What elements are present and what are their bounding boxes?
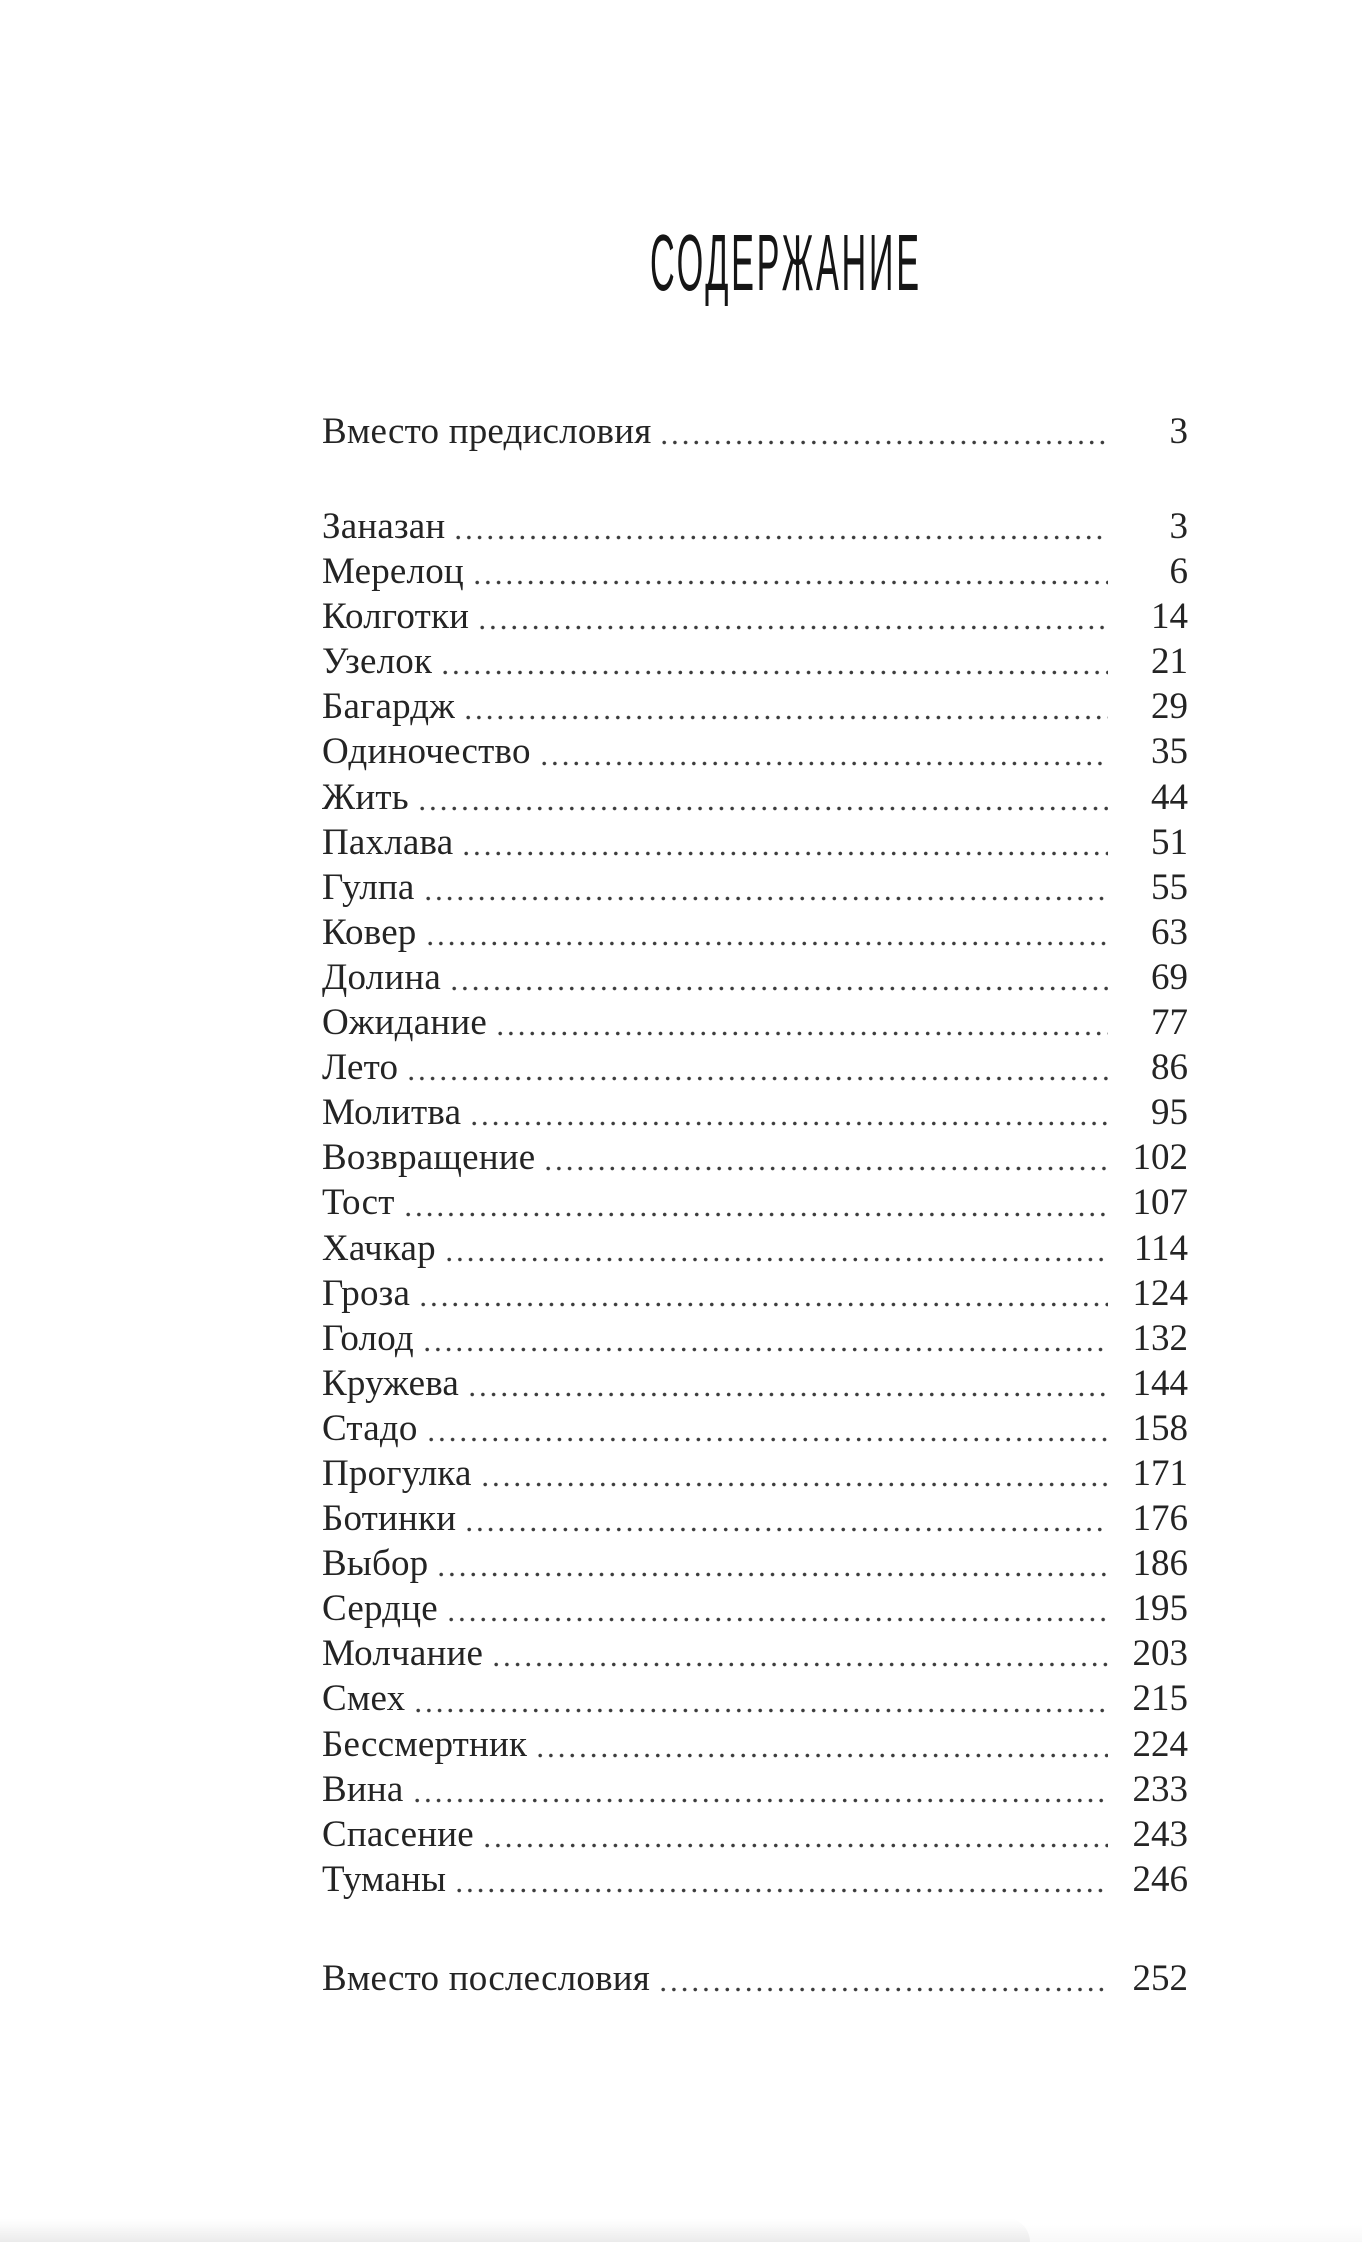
dot-leader	[415, 1798, 1108, 1803]
toc-afterword-block	[322, 1956, 1188, 2001]
toc-entry	[322, 1812, 1188, 1857]
chapter-title: Кружева	[322, 1362, 460, 1404]
dot-leader	[538, 1753, 1108, 1758]
chapter-title: Вина	[322, 1768, 404, 1810]
toc-entry	[322, 549, 1188, 594]
dot-leader	[661, 1987, 1108, 1992]
chapter-page-number: 252	[1132, 1958, 1188, 1999]
toc-entry	[322, 1496, 1188, 1541]
dot-leader	[452, 986, 1108, 991]
chapter-title: Сердце	[322, 1588, 438, 1630]
chapter-title: Бессмертник	[322, 1723, 528, 1765]
chapter-page-number: 114	[1133, 1227, 1188, 1269]
toc-entry-afterword	[322, 1956, 1188, 2001]
toc-preface-block	[322, 409, 1188, 454]
dot-leader	[447, 1257, 1108, 1262]
dot-leader	[416, 1708, 1108, 1713]
toc-entry	[322, 1226, 1188, 1271]
dot-leader	[485, 1843, 1108, 1848]
chapter-title: Лето	[322, 1047, 399, 1089]
chapter-title: Стадо	[322, 1407, 418, 1449]
dot-leader	[464, 851, 1108, 856]
dot-leader	[546, 1166, 1108, 1171]
chapter-title: Багардж	[322, 686, 456, 728]
dot-leader	[426, 896, 1108, 901]
dot-leader	[494, 1662, 1108, 1667]
toc-entry	[322, 1676, 1188, 1721]
chapter-title: Мерелоц	[322, 551, 464, 593]
chapter-page-number: 77	[1151, 1002, 1188, 1044]
dot-leader	[662, 440, 1108, 445]
chapter-page-number: 171	[1132, 1452, 1188, 1494]
toc-entry	[322, 1586, 1188, 1631]
dot-leader	[406, 1212, 1108, 1217]
toc-entry	[322, 594, 1188, 639]
chapter-page-number: 203	[1132, 1633, 1188, 1675]
chapter-page-number: 95	[1151, 1092, 1188, 1134]
chapter-title: Молитва	[322, 1092, 462, 1134]
chapter-title: Выбор	[322, 1543, 429, 1585]
toc-entry	[322, 1722, 1188, 1767]
toc-entry	[322, 1180, 1188, 1225]
chapter-title: Прогулка	[322, 1452, 472, 1494]
dot-leader	[467, 1527, 1108, 1532]
dot-leader	[439, 1572, 1108, 1577]
chapter-title: Долина	[322, 956, 441, 998]
chapter-title: Туманы	[322, 1858, 447, 1900]
dot-leader	[542, 761, 1108, 766]
chapter-page-number: 158	[1132, 1407, 1188, 1449]
toc-entry	[322, 1316, 1188, 1361]
toc-entry	[322, 729, 1188, 774]
chapter-title: Гулпа	[322, 866, 415, 908]
chapter-page-number: 102	[1132, 1137, 1188, 1179]
chapter-title: Заназан	[322, 506, 446, 547]
chapter-page-number: 44	[1151, 776, 1188, 818]
toc-entry	[322, 1361, 1188, 1406]
chapter-title: Гроза	[322, 1272, 411, 1314]
chapter-page-number: 246	[1132, 1858, 1188, 1900]
chapter-page-number: 243	[1132, 1813, 1188, 1855]
dot-leader	[457, 1888, 1108, 1893]
toc-chapter-list	[322, 504, 1188, 1902]
dot-leader	[472, 1121, 1108, 1126]
chapter-title: Вместо предисловия	[322, 411, 652, 452]
toc-entry	[322, 1767, 1188, 1812]
dot-leader	[483, 1482, 1108, 1487]
chapter-page-number: 195	[1132, 1588, 1188, 1630]
chapter-title: Тост	[322, 1182, 395, 1224]
dot-leader	[498, 1031, 1108, 1036]
dot-leader	[421, 1302, 1108, 1307]
chapter-page-number: 3	[1169, 411, 1188, 452]
chapter-page-number: 107	[1132, 1182, 1188, 1224]
chapter-page-number: 21	[1151, 641, 1188, 683]
toc-entry	[322, 639, 1188, 684]
toc-entry	[322, 1271, 1188, 1316]
dot-leader	[443, 670, 1108, 675]
toc-entry	[322, 1090, 1188, 1135]
chapter-title: Возвращение	[322, 1137, 536, 1179]
toc-entry	[322, 820, 1188, 865]
dot-leader	[425, 1347, 1108, 1352]
chapter-title: Колготки	[322, 596, 470, 638]
chapter-page-number: 6	[1169, 551, 1188, 593]
chapter-page-number: 3	[1169, 506, 1188, 547]
chapter-page-number: 215	[1132, 1678, 1188, 1720]
toc-entry	[322, 910, 1188, 955]
toc-entry	[322, 1451, 1188, 1496]
dot-leader	[466, 715, 1108, 720]
chapter-title: Хачкар	[322, 1227, 436, 1269]
toc-entry	[322, 1857, 1188, 1902]
dot-leader	[409, 1076, 1108, 1081]
dot-leader	[420, 806, 1108, 811]
toc-entry	[322, 1135, 1188, 1180]
chapter-title: Спасение	[322, 1813, 474, 1855]
chapter-page-number: 14	[1151, 596, 1188, 638]
chapter-title: Ботинки	[322, 1498, 457, 1540]
chapter-title: Узелок	[322, 641, 433, 683]
chapter-page-number: 176	[1132, 1498, 1188, 1540]
chapter-title: Одиночество	[322, 731, 531, 773]
chapter-page-number: 124	[1132, 1272, 1188, 1314]
chapter-title: Ожидание	[322, 1002, 487, 1044]
toc-entry	[322, 1000, 1188, 1045]
page-title: СОДЕРЖАНИЕ	[650, 218, 922, 308]
chapter-page-number: 51	[1151, 821, 1188, 863]
chapter-title: Ковер	[322, 911, 417, 953]
chapter-page-number: 63	[1151, 911, 1188, 953]
dot-leader	[429, 1437, 1108, 1442]
dot-leader	[449, 1617, 1108, 1622]
toc-entry	[322, 775, 1188, 820]
chapter-page-number: 186	[1132, 1543, 1188, 1585]
chapter-title: Вместо послесловия	[322, 1958, 651, 1999]
toc-entry	[322, 684, 1188, 729]
toc-entry	[322, 1045, 1188, 1090]
chapter-title: Жить	[322, 776, 409, 818]
chapter-page-number: 29	[1151, 686, 1188, 728]
page-title-wrap	[0, 218, 1362, 308]
chapter-title: Молчание	[322, 1633, 484, 1675]
chapter-page-number: 55	[1151, 866, 1188, 908]
dot-leader	[456, 535, 1108, 540]
toc-entry	[322, 1541, 1188, 1586]
toc-entry	[322, 504, 1188, 549]
chapter-page-number: 69	[1151, 956, 1188, 998]
chapter-page-number: 144	[1132, 1362, 1188, 1404]
dot-leader	[428, 941, 1108, 946]
toc-entry	[322, 1631, 1188, 1676]
dot-leader	[470, 1392, 1108, 1397]
page-edge-shadow	[0, 2218, 1030, 2242]
toc-entry	[322, 1406, 1188, 1451]
chapter-page-number: 35	[1151, 731, 1188, 773]
chapter-page-number: 224	[1132, 1723, 1188, 1765]
toc-entry	[322, 955, 1188, 1000]
chapter-title: Смех	[322, 1678, 406, 1720]
chapter-page-number: 86	[1151, 1047, 1188, 1089]
chapter-title: Голод	[322, 1317, 414, 1359]
toc-entry-preface	[322, 409, 1188, 454]
dot-leader	[475, 580, 1108, 585]
chapter-title: Пахлава	[322, 821, 454, 863]
dot-leader	[480, 625, 1108, 630]
chapter-page-number: 233	[1132, 1768, 1188, 1810]
toc-entry	[322, 865, 1188, 910]
chapter-page-number: 132	[1132, 1317, 1188, 1359]
